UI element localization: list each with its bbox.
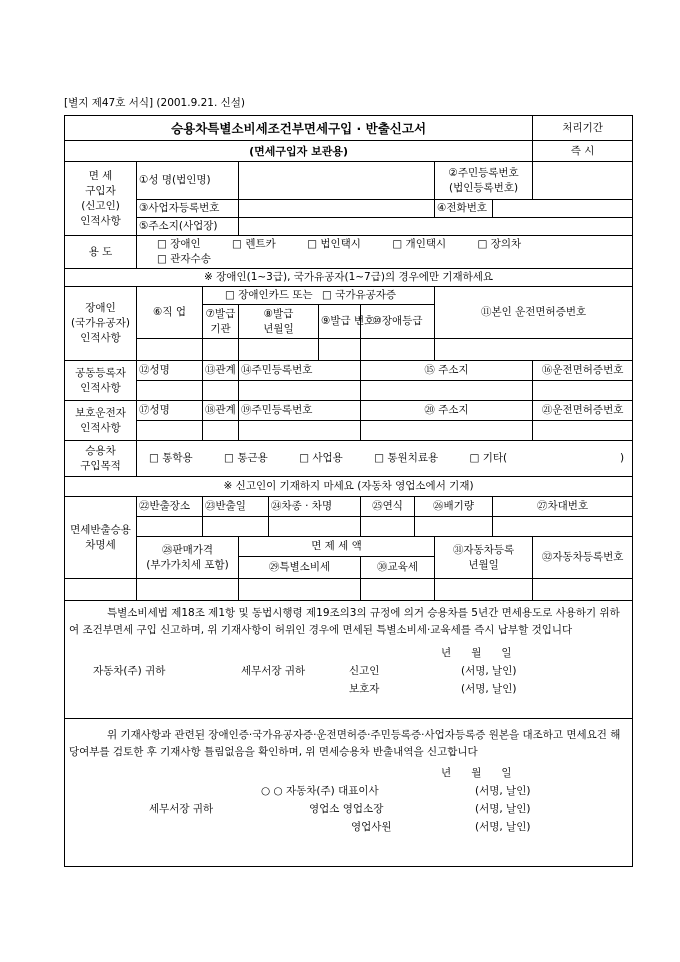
disabled-section-label: 장애인 (국가유공자) 인적사항: [65, 287, 137, 361]
confirmation-block: [65, 719, 633, 867]
disabled-grade-label: ⑩장애등급: [361, 305, 435, 339]
vehicle-chassis-field[interactable]: [493, 517, 633, 537]
vehicle-price-label: ㉘판매가격 (부가가치세 포함): [137, 537, 239, 579]
declaration-guardian: 보호자: [349, 683, 380, 695]
declaration-sign2[interactable]: (서명, 날인): [461, 683, 517, 695]
card-option-disabled[interactable]: □ 장애인카드 또는: [225, 289, 313, 301]
guardian-rrn-label: ⑲주민등록번호: [239, 401, 361, 421]
usage-options: [137, 236, 633, 269]
vehicle-place-field[interactable]: [137, 517, 203, 537]
buyer-name-field[interactable]: [239, 162, 435, 200]
confirmation-branch: 영업소 영업소장: [309, 803, 384, 815]
usage-option-disabled[interactable]: □ 장애인: [157, 238, 201, 250]
declaration-declarant: 신고인: [349, 665, 380, 677]
vehicle-model-label: ㉔차종 · 차명: [269, 497, 361, 517]
guardian-rrn-field[interactable]: [239, 421, 361, 441]
disabled-issue-date-field[interactable]: [239, 339, 319, 361]
guardian-name-label: ⑰성명: [137, 401, 203, 421]
declaration-sign1[interactable]: (서명, 날인): [461, 665, 517, 677]
usage-option-transport[interactable]: □ 관자수송: [157, 253, 211, 265]
usage-option-corp-taxi[interactable]: □ 법인택시: [307, 238, 361, 250]
vehicle-model-field[interactable]: [269, 517, 361, 537]
vehicle-reg-no-label: ㉜자동차등록번호: [533, 537, 633, 579]
disabled-issue-no-field[interactable]: [319, 339, 361, 361]
declaration-form: [64, 115, 633, 867]
guardian-license-label: ㉑운전면허증번호: [533, 401, 633, 421]
vehicle-displacement-label: ㉖배기량: [415, 497, 493, 517]
confirmation-sign3[interactable]: (서명, 날인): [475, 821, 531, 833]
form-title: 승용차특별소비세조건부면세구입 · 반출신고서: [65, 116, 533, 141]
vehicle-blank-cell: [65, 579, 137, 601]
purpose-option-other[interactable]: □ 기타(: [469, 452, 508, 464]
usage-label: 용 도: [65, 236, 137, 269]
purpose-option-school[interactable]: □ 통학용: [149, 452, 193, 464]
card-option-veteran[interactable]: □ 국가유공자증: [321, 289, 397, 301]
co-owner-address-field[interactable]: [361, 381, 533, 401]
vehicle-special-tax-label: ㉙특별소비세: [239, 557, 361, 579]
vehicle-displacement-field[interactable]: [415, 517, 493, 537]
disabled-note: ※ 장애인(1~3급), 국가유공자(1~7급)의 경우에만 기재하세요: [65, 269, 633, 287]
usage-option-rentcar[interactable]: □ 렌트카: [232, 238, 276, 250]
vehicle-year-label: ㉕연식: [361, 497, 415, 517]
buyer-phone-field[interactable]: [493, 200, 633, 218]
guardian-address-label: ⑳ 주소지: [361, 401, 533, 421]
buyer-rrn-field[interactable]: [533, 162, 633, 200]
processing-period-value: 즉 시: [533, 141, 633, 162]
guardian-name-field[interactable]: [137, 421, 203, 441]
form-number-note: [별지 제47호 서식] (2001.9.21. 신설): [64, 97, 246, 109]
purpose-options: [137, 441, 633, 477]
usage-option-private-taxi[interactable]: □ 개인택시: [392, 238, 447, 250]
disabled-license-label: ⑪본인 운전면허증번호: [435, 287, 633, 339]
declaration-to-dealer: 자동차(주) 귀하: [93, 665, 166, 677]
confirmation-to-tax: 세무서장 귀하: [149, 803, 214, 815]
co-owner-license-label: ⑯운전면허증번호: [533, 361, 633, 381]
vehicle-price-field[interactable]: [137, 579, 239, 601]
form-subtitle: (면세구입자 보관용): [65, 141, 533, 162]
guardian-license-field[interactable]: [533, 421, 633, 441]
buyer-biz-no-label: ③사업자등록번호: [137, 200, 239, 218]
co-owner-relation-field[interactable]: [203, 381, 239, 401]
vehicle-section-label: 면세반출승용 차명세: [65, 497, 137, 579]
vehicle-special-tax-field[interactable]: [239, 579, 361, 601]
disabled-issue-no-label: ⑨발급 번호: [319, 305, 361, 339]
disabled-issuer-label: ⑦발급 기관: [203, 305, 239, 339]
confirmation-sign2[interactable]: (서명, 날인): [475, 803, 531, 815]
declaration-block: [65, 601, 633, 719]
guardian-address-field[interactable]: [361, 421, 533, 441]
purpose-option-medical[interactable]: □ 통원치료용: [374, 452, 439, 464]
confirmation-company: ○ ○ 자동차(주) 대표이사: [261, 785, 379, 797]
vehicle-reg-no-field[interactable]: [533, 579, 633, 601]
dealer-note: ※ 신고인이 기재하지 마세요 (자동차 영업소에서 기재): [65, 477, 633, 497]
declaration-date: 년 월 일: [441, 647, 512, 659]
guardian-section-label: 보호운전자 인적사항: [65, 401, 137, 441]
buyer-address-field[interactable]: [239, 218, 633, 236]
co-owner-rrn-label: ⑭주민등록번호: [239, 361, 361, 381]
vehicle-reg-date-field[interactable]: [435, 579, 533, 601]
vehicle-reg-date-label: ㉛자동차등록 년월일: [435, 537, 533, 579]
vehicle-date-label: ㉓반출일: [203, 497, 269, 517]
purpose-option-commute[interactable]: □ 통근용: [224, 452, 268, 464]
disabled-issuer-field[interactable]: [203, 339, 239, 361]
co-owner-relation-label: ⑬관계: [203, 361, 239, 381]
disabled-license-field[interactable]: [435, 339, 633, 361]
buyer-section-label: 면 세 구입자 (신고인) 인적사항: [65, 162, 137, 236]
buyer-rrn-label: ②주민등록번호 (법인등록번호): [435, 162, 533, 200]
co-owner-section-label: 공동등록자 인적사항: [65, 361, 137, 401]
vehicle-place-label: ㉒반출장소: [137, 497, 203, 517]
co-owner-rrn-field[interactable]: [239, 381, 361, 401]
declaration-to-tax: 세무서장 귀하: [241, 665, 306, 677]
buyer-address-label: ⑤주소지(사업장): [137, 218, 239, 236]
confirmation-staff: 영업사원: [351, 821, 392, 833]
buyer-name-label: ①성 명(법인명): [137, 162, 239, 200]
vehicle-exempt-label: 면 제 세 액: [239, 537, 435, 557]
co-owner-address-label: ⑮ 주소지: [361, 361, 533, 381]
vehicle-chassis-label: ㉗차대번호: [493, 497, 633, 517]
co-owner-license-field[interactable]: [533, 381, 633, 401]
co-owner-name-label: ⑫성명: [137, 361, 203, 381]
usage-option-hearse[interactable]: □ 장의차: [477, 238, 522, 250]
disabled-issue-date-label: ⑧발급 년월일: [239, 305, 319, 339]
guardian-relation-label: ⑱관계: [203, 401, 239, 421]
purpose-other-close: ): [620, 452, 625, 464]
processing-period-label: 처리기간: [533, 116, 633, 141]
vehicle-edu-tax-label: ㉚교육세: [361, 557, 435, 579]
declaration-text: 특별소비세법 제18조 제1항 및 동법시행령 제19조의3의 규정에 의거 승용차를 5년간 면세용도로 사용하기 위하여 조건부면세 구입 신고하며, 위 기재사항이 허위인 경우에 면세된 특별소비세·교육세를 즉시 납부할 것입니다: [69, 607, 620, 636]
purpose-option-business[interactable]: □ 사업용: [299, 452, 343, 464]
confirmation-date: 년 월 일: [441, 767, 512, 779]
guardian-relation-field[interactable]: [203, 421, 239, 441]
disabled-card-options: [203, 287, 435, 305]
co-owner-name-field[interactable]: [137, 381, 203, 401]
confirmation-sign1[interactable]: (서명, 날인): [475, 785, 531, 797]
purpose-label: 승용차 구입목적: [65, 441, 137, 477]
buyer-biz-no-field[interactable]: [239, 200, 435, 218]
confirmation-text: 위 기재사항과 관련된 장애인증·국가유공자증·운전면허증·주민등록증·사업자등록증 원본을 대조하고 면세요건 해당여부를 검토한 후 기재사항 틀림없음을 확인하며, 위 면세승용차 반출내역을 신고합니다: [69, 729, 621, 758]
vehicle-edu-tax-field[interactable]: [361, 579, 435, 601]
disabled-grade-field[interactable]: [361, 339, 435, 361]
disabled-job-field[interactable]: [137, 339, 203, 361]
disabled-job-label: ⑥직 업: [137, 287, 203, 339]
vehicle-year-field[interactable]: [361, 517, 415, 537]
vehicle-date-field[interactable]: [203, 517, 269, 537]
buyer-phone-label: ④전화번호: [435, 200, 493, 218]
